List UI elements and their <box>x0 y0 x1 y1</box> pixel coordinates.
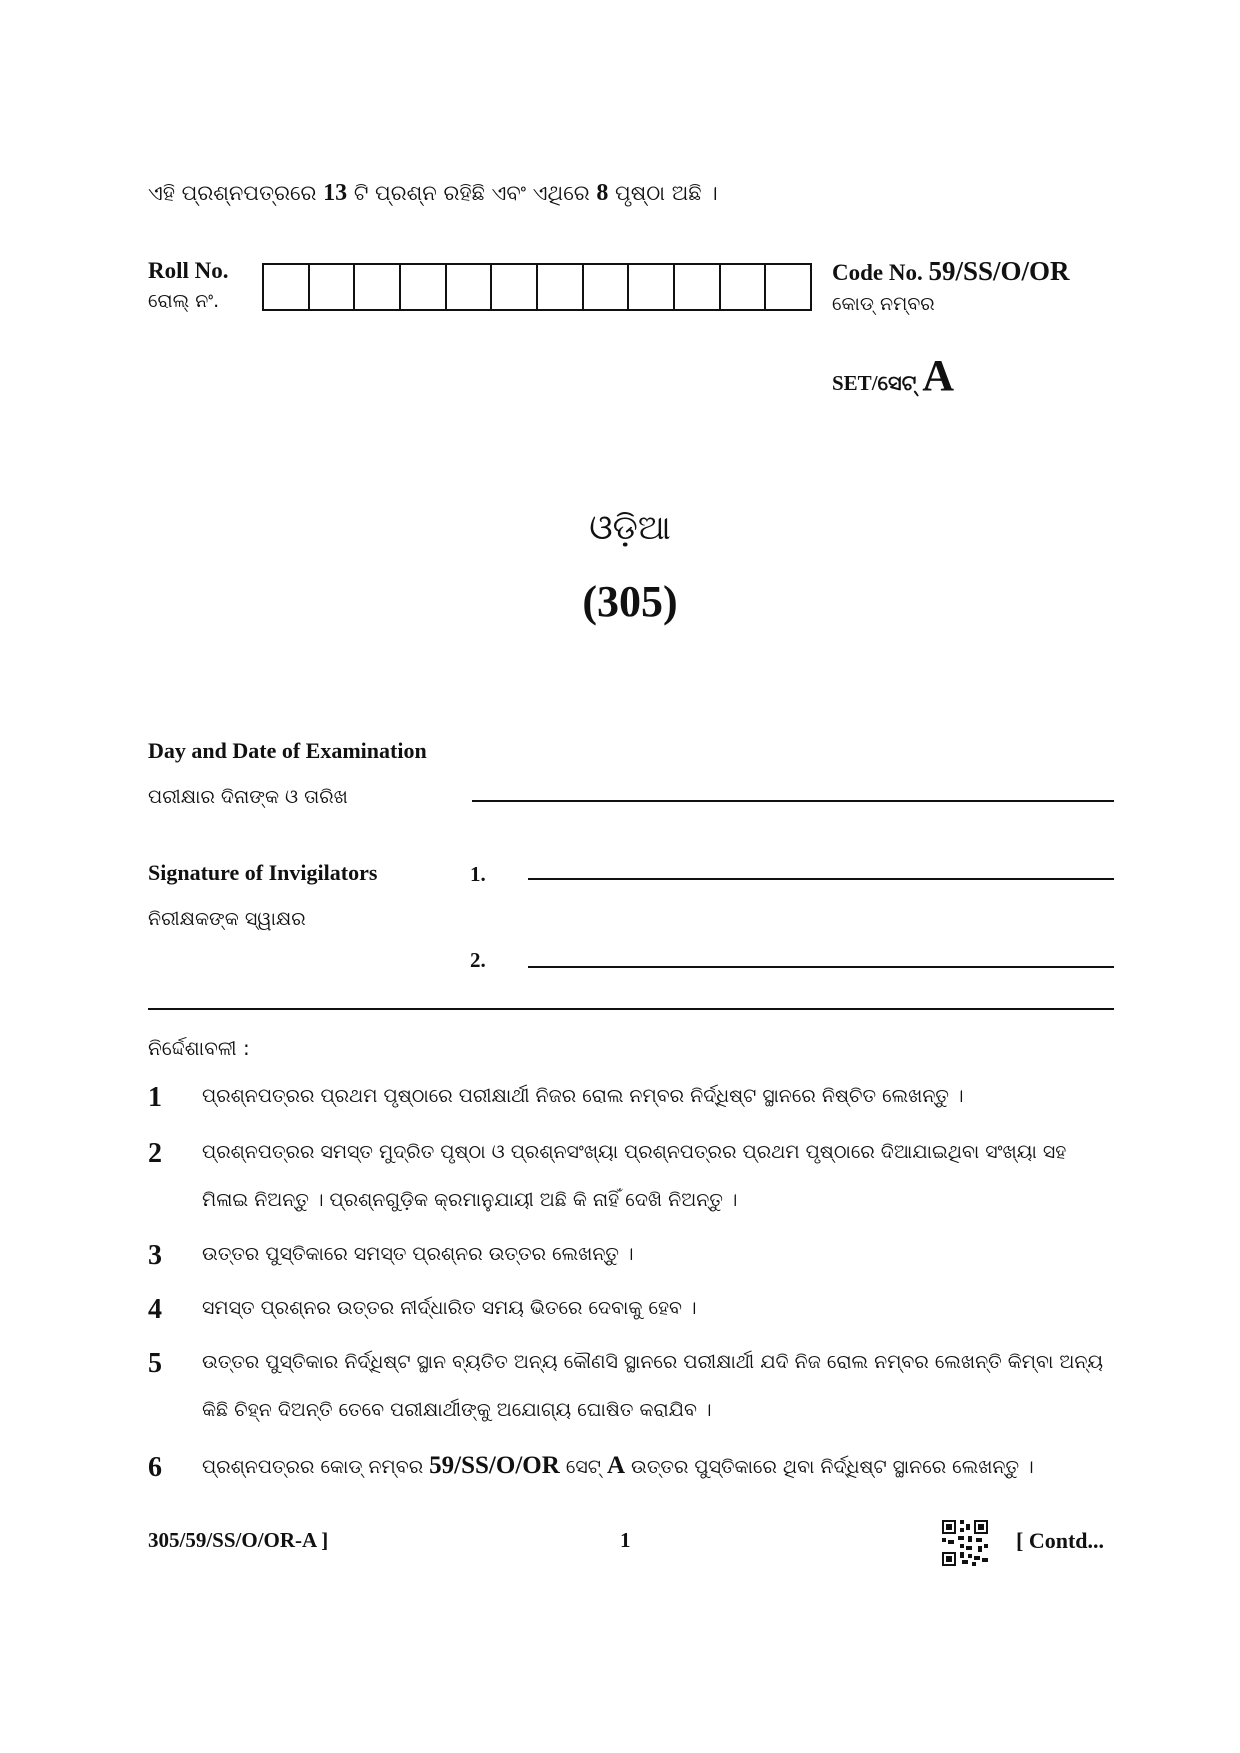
code-label-en: Code No. <box>832 260 923 285</box>
section-divider <box>148 1008 1114 1010</box>
roll-digit-box[interactable] <box>401 265 447 309</box>
code-number <box>832 256 1070 315</box>
footer-paper-code: 305/59/SS/O/OR-A ] <box>148 1528 329 1552</box>
exam-date-field[interactable] <box>472 800 1114 802</box>
invigilator-num-1: 1. <box>470 862 486 886</box>
instruction-number: 5 <box>148 1348 162 1379</box>
instruction-number: 1 <box>148 1082 162 1113</box>
roll-digit-box[interactable] <box>629 265 675 309</box>
roll-digit-box[interactable] <box>675 265 721 309</box>
instruction-text: ପ୍ରଶ୍ନପତ୍ରର ସମସ୍ତ ମୁଦ୍ରିତ ପୃଷ୍ଠା ଓ ପ୍ରଶ୍ନସଂଖ୍ୟା ପ୍ରଶ୍ନପତ୍ରର ପ୍ରଥମ ପୃଷ୍ଠାରେ ଦିଆଯାଇଥିବା ସଂଖ୍ୟା ସହ ମିଳାଇ ନିଅନ୍ତୁ । ପ୍ରଶ୍ନଗୁଡ଼ିକ କ୍ରମାନୁଯାୟୀ ଅଛି କି ନାହିଁ ଦେଖି ନିଅନ୍ତୁ । <box>202 1141 1067 1211</box>
roll-label-or: ରୋଲ୍ ନଂ. <box>148 290 220 312</box>
question-paper-note <box>148 180 718 207</box>
instruction-text: ପ୍ରଶ୍ନପତ୍ରର ପ୍ରଥମ ପୃଷ୍ଠାରେ ପରୀକ୍ଷାର୍ଥୀ ନିଜର ରୋଲ ନମ୍ବର ନିର୍ଦ୍ଧିଷ୍ଟ ସ୍ଥାନରେ ନିଷ୍ଚିତ ଲେଖନ୍ତୁ । <box>202 1085 964 1107</box>
page-count: 8 <box>596 180 609 206</box>
instruction-6-part1: ପ୍ରଶ୍ନପତ୍ରର କୋଡ୍ ନମ୍ବର <box>202 1456 424 1478</box>
roll-digit-box[interactable] <box>447 265 493 309</box>
qr-code-icon <box>942 1520 988 1566</box>
invigilator-signature-2[interactable] <box>528 966 1114 968</box>
note-part2: ଟି ପ୍ରଶ୍ନ ରହିଛି ଏବଂ ଏଥିରେ <box>353 181 590 205</box>
continued-label: [ Contd... <box>1016 1528 1105 1553</box>
roll-digit-box[interactable] <box>310 265 356 309</box>
exam-date-label-or: ପରୀକ୍ଷାର ଦିନାଙ୍କ ଓ ତାରିଖ <box>148 786 348 808</box>
code-value: 59/SS/O/OR <box>928 256 1070 286</box>
roll-digit-box[interactable] <box>492 265 538 309</box>
instruction-text: ଉତ୍ତର ପୁସ୍ତିକାରେ ସମସ୍ତ ପ୍ରଶ୍ନର ଉତ୍ତର ଲେଖନ୍ତୁ । <box>202 1243 634 1265</box>
instruction-text: ସମସ୍ତ ପ୍ରଶ୍ନର ଉତ୍ତର ନୀର୍ଦ୍ଧାରିତ ସମୟ ଭିତରେ ଦେବାକୁ ହେବ । <box>202 1297 697 1319</box>
set-value: A <box>922 351 955 400</box>
roll-digit-box[interactable] <box>538 265 584 309</box>
roll-digit-box[interactable] <box>721 265 767 309</box>
subject-code: (305) <box>582 577 678 626</box>
instruction-number: 2 <box>148 1138 162 1169</box>
invigilator-signature-1[interactable] <box>528 878 1114 880</box>
instruction-6-part3: ଉତ୍ତର ପୁସ୍ତିକାରେ ଥିବା ନିର୍ଦ୍ଧିଷ୍ଟ ସ୍ଥାନରେ ଲେଖନ୍ତୁ । <box>631 1456 1034 1478</box>
instruction-text <box>202 1442 1116 1491</box>
roll-digit-box[interactable] <box>584 265 630 309</box>
set-indicator <box>832 350 954 401</box>
roll-number-boxes[interactable] <box>262 263 812 311</box>
set-label: SET/ସେଟ୍ <box>832 371 917 395</box>
subject-title: ଓଡ଼ିଆ <box>589 508 671 548</box>
instruction-text: ଉତ୍ତର ପୁସ୍ତିକାର ନିର୍ଦ୍ଧିଷ୍ଟ ସ୍ଥାନ ବ୍ୟତିତ ଅନ୍ୟ କୌଣସି ସ୍ଥାନରେ ପରୀକ୍ଷାର୍ଥୀ ଯଦି ନିଜ ରୋଲ ନମ୍ବର ଲେଖନ୍ତି କିମ୍ବା ଅନ୍ୟ କିଛି ଚିହ୍ନ ଦିଅନ୍ତି ତେବେ ପରୀକ୍ଷାର୍ଥୀଙ୍କୁ ଅଯୋଗ୍ୟ ଘୋଷିତ କରାଯିବ । <box>202 1351 1104 1421</box>
exam-date-label-en: Day and Date of Examination <box>148 738 427 763</box>
invigilator-label-en: Signature of Invigilators <box>148 860 378 885</box>
question-count: 13 <box>323 180 348 206</box>
invigilator-num-2: 2. <box>470 948 486 972</box>
note-part3: ପୃଷ୍ଠା ଅଛି । <box>615 181 718 205</box>
note-part1: ଏହି ପ୍ରଶ୍ନପତ୍ରରେ <box>148 181 317 205</box>
instruction-6-set: A <box>606 1452 625 1479</box>
roll-number-label <box>148 258 229 312</box>
instruction-number: 6 <box>148 1452 162 1483</box>
roll-digit-box[interactable] <box>766 265 810 309</box>
code-label-or: କୋଡ୍ ନମ୍ବର <box>832 293 935 315</box>
instruction-number: 3 <box>148 1240 162 1271</box>
roll-digit-box[interactable] <box>355 265 401 309</box>
page-number: 1 <box>620 1528 631 1552</box>
roll-digit-box[interactable] <box>264 265 310 309</box>
instruction-number: 4 <box>148 1294 162 1325</box>
instruction-6-part2: ସେଟ୍ <box>565 1456 601 1478</box>
roll-label-en: Roll No. <box>148 258 229 283</box>
instructions-heading: ନିର୍ଦ୍ଦେଶାବଳୀ : <box>148 1036 250 1060</box>
instruction-6-code: 59/SS/O/OR <box>429 1452 560 1479</box>
invigilator-label-or: ନିରୀକ୍ଷକଙ୍କ ସ୍ୱାକ୍ଷର <box>148 908 306 930</box>
